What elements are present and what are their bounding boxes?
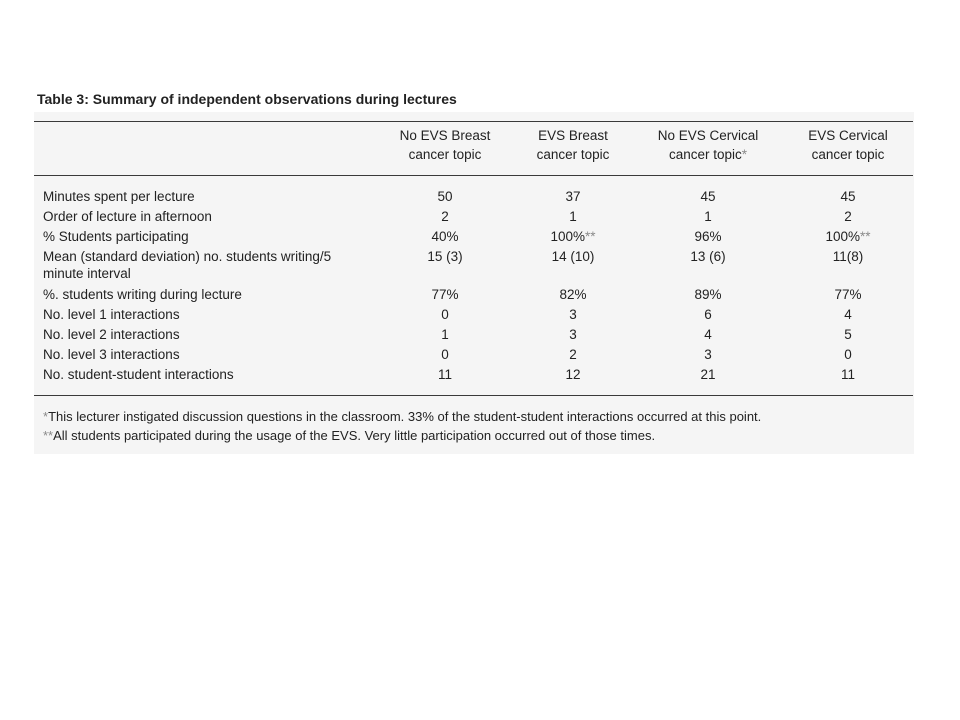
column-header-line1: EVS Cervical: [808, 128, 888, 143]
table-cell: 77%: [431, 287, 459, 302]
table-bottom-rule: [34, 395, 913, 396]
table-cell: 0: [441, 347, 449, 362]
table-cell: 5: [844, 327, 852, 342]
column-header-line1: No EVS Breast: [399, 128, 491, 143]
table-cell: 13 (6): [690, 249, 726, 264]
table-cell: 14 (10): [551, 249, 595, 264]
table-cell: 100%**: [550, 229, 596, 244]
row-label: No. level 1 interactions: [43, 307, 180, 322]
table-cell: 50: [437, 189, 453, 204]
row-label: No. student-student interactions: [43, 367, 234, 382]
table-cell: 89%: [694, 287, 722, 302]
table-cell: 4: [704, 327, 712, 342]
table-cell: 37: [565, 189, 581, 204]
table-top-rule: [34, 121, 913, 122]
table-cell: 82%: [559, 287, 587, 302]
row-label: Order of lecture in afternoon: [43, 209, 212, 224]
footnote-mark: *: [43, 409, 49, 424]
column-header-line2: cancer topic: [536, 147, 610, 162]
table-cell: 77%: [834, 287, 862, 302]
table-header-rule: [34, 175, 913, 176]
column-header-line1: EVS Breast: [538, 128, 608, 143]
table-cell: 0: [844, 347, 852, 362]
table-cell: 21: [700, 367, 716, 382]
table-cell: 11: [840, 367, 855, 382]
table-cell: 1: [441, 327, 449, 342]
footnote-single-star: [43, 408, 761, 425]
row-label: Mean (standard deviation) no. students writing/5: [43, 249, 332, 264]
column-header-evs-cervical: [783, 126, 913, 164]
table-cell: 45: [700, 189, 716, 204]
table-cell: 2: [569, 347, 577, 362]
column-header-line2: cancer topic: [668, 147, 742, 162]
table-cell: 11(8): [832, 249, 864, 264]
table-cell: 0: [441, 307, 449, 322]
row-label: No. level 2 interactions: [43, 327, 180, 342]
row-label: No. level 3 interactions: [43, 347, 180, 362]
table-cell: 2: [441, 209, 449, 224]
footnote-text: This lecturer instigated discussion questions in the classroom. 33% of the student-student interactions occurred at this point.: [48, 409, 762, 424]
table-cell: 11: [437, 367, 452, 382]
table-cell: 100%**: [825, 229, 871, 244]
table-cell: 3: [704, 347, 712, 362]
table-cell: 3: [569, 327, 577, 342]
table-cell: 40%: [431, 229, 459, 244]
column-header-no-evs-breast: [380, 126, 510, 164]
footnote-text: All students participated during the usage of the EVS. Very little participation occurred out of those times.: [53, 428, 656, 443]
table-cell: 6: [704, 307, 712, 322]
footnote-mark: **: [43, 428, 54, 443]
row-label: % Students participating: [43, 229, 189, 244]
table-cell: 2: [844, 209, 852, 224]
column-header-line2: cancer topic: [811, 147, 885, 162]
column-header-line2: cancer topic: [408, 147, 482, 162]
column-header-evs-breast: [508, 126, 638, 164]
table-cell: 1: [569, 209, 577, 224]
table-cell: 4: [844, 307, 852, 322]
table-cell: 1: [704, 209, 712, 224]
column-header-no-evs-cervical: [643, 126, 773, 164]
row-label: %. students writing during lecture: [43, 287, 242, 302]
table-title: Table 3: Summary of independent observations during lectures: [37, 91, 457, 107]
table-cell: 15 (3): [427, 249, 463, 264]
footnote-double-star: [43, 427, 655, 444]
row-label: Minutes spent per lecture: [43, 189, 195, 204]
table-cell: 3: [569, 307, 577, 322]
table-cell: 45: [840, 189, 856, 204]
table-cell: 96%: [694, 229, 722, 244]
table-cell: 12: [565, 367, 581, 382]
column-header-line1: No EVS Cervical: [657, 128, 759, 143]
column-header-mark: *: [741, 147, 748, 162]
row-label-continued: minute interval: [43, 266, 131, 281]
